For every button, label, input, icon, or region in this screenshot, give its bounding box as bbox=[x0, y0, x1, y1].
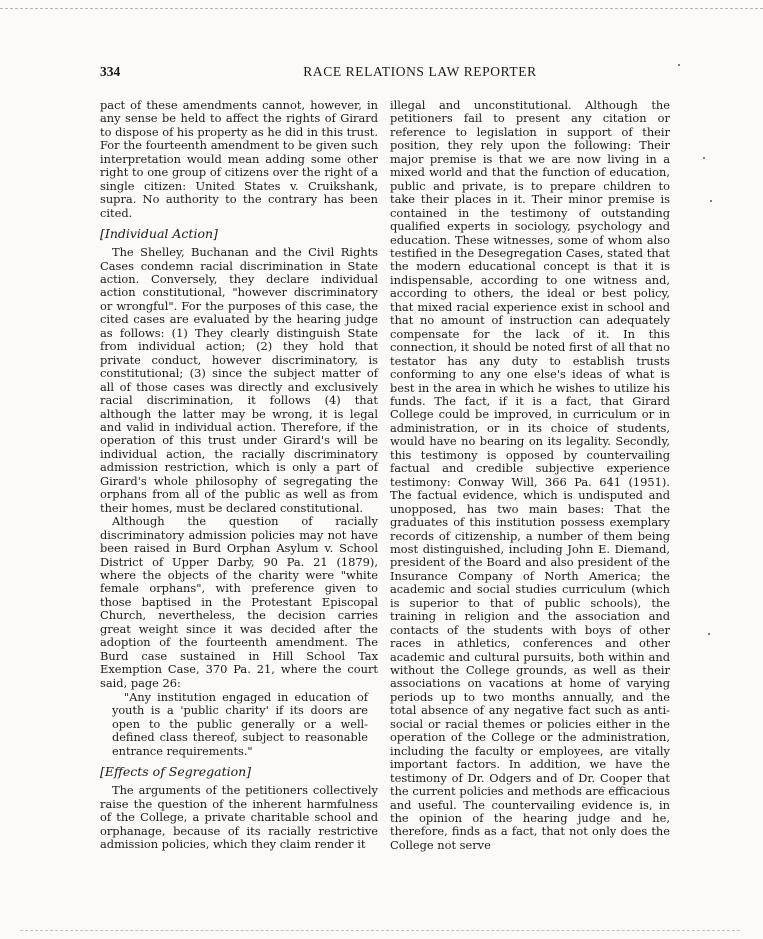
page-edge-dashes bbox=[0, 8, 763, 9]
page-number: 334 bbox=[100, 64, 121, 79]
paragraph: pact of these amendments cannot, however, in any sense be held to affect the rights of Girard to dispose of his property as he did in this trust. For the fourteenth amendment to be given such interpretation would mean adding some other right to one group of citizens over the right of a single citizen: United States v. Cruikshank, supra. No authority to the contrary has been cited. bbox=[100, 98, 378, 220]
block-quote: "Any institution engaged in education of youth is a 'public charity' if its doors are open to the public generally or a well-defined class thereof, subject to reasonable entrance requirements." bbox=[112, 691, 368, 758]
scan-speck bbox=[678, 64, 680, 66]
scan-speck bbox=[703, 157, 705, 159]
section-heading-individual-action: [Individual Action] bbox=[100, 226, 218, 242]
running-head: RACE RELATIONS LAW REPORTER bbox=[303, 64, 537, 79]
scan-speck bbox=[710, 200, 712, 202]
right-column bbox=[390, 99, 670, 852]
left-column bbox=[100, 99, 378, 852]
paragraph: The arguments of the petitioners collectively raise the question of the inherent harmfulness of the College, a private charitable school and orphanage, because of its racially restrictive admission policies, which they claim render it bbox=[100, 783, 378, 852]
paragraph: The Shelley, Buchanan and the Civil Rights Cases condemn racial discrimination in State action. Conversely, they declare individual action constitutional, "however discriminatory or wrongful". For the purposes of this case, the cited cases are evaluated by the hearing judge as follows: (1) They clearly distinguish State from individual action; (2) they hold that private conduct, however discriminatory, is constitutional; (3) since the subject matter of all of those cases was directly and exclusively racial discrimination, it follows (4) that although the latter may be wrong, it is legal and valid in individual action. Therefore, if the operation of this trust under Girard's will be individual action, the racially discriminatory admission restriction, which is only a part of Girard's whole philosophy of segregating the orphans from all of the public as well as from their homes, must be declared constitutional. bbox=[100, 245, 378, 515]
page-header bbox=[100, 64, 700, 84]
paragraph: illegal and unconstitutional. Although the petitioners fail to present any citation or reference to legislation in support of their position, they rely upon the following: Their major premise is that we are now living in a mixed world and that the function of education, public and private, is to prepare children to take their places in it. Their minor premise is contained in the testimony of outstanding qualified experts in sociology, psychology and education. These witnesses, some of whom also testified in the Desegregation Cases, stated that the modern educational concept is that it is indispensable, according to one witness and, according to others, the ideal or best policy, that mixed racial experience exist in school and that no amount of instruction can adequately compensate for the lack of it. In this connection, it should be noted first of all that no testator has any duty to establish trusts conforming to any one else's ideas of what is best in the area in which he wishes to utilize his funds. The fact, if it is a fact, that Girard College could be improved, in curriculum or in administration, or in its choice of students, would have no bearing on its legality. Secondly, this testimony is opposed by countervailing factual and credible subjective experience testimony: Conway Will, 366 Pa. 641 (1951). The factual evidence, which is undisputed and unopposed, has two main bases: That the graduates of this institution possess exemplary records of citizenship, a number of them being most distinguished, including John E. Diemand, president of the Board and also president of the Insurance Company of North America; the academic and social studies curriculum (which is superior to that of public schools), the training in religion and the association and contacts of the students with boys of other races in athletics, conferences and other academic and cultural pursuits, both within and without the College grounds, as well as their associations on vacations at home of varying periods up to two months annually, and the total absence of any negative fact such as anti-social or racial themes or policies either in the operation of the College or the administration, including the faculty or employees, are vitally important factors. In addition, we have the testimony of Dr. Odgers and of Dr. Cooper that the current policies and methods are efficacious and useful. The countervailing evidence is, in the opinion of the hearing judge and he, therefore, finds as a fact, that not only does the College not serve bbox=[390, 98, 670, 852]
section-heading-effects-of-segregation: [Effects of Segregation] bbox=[100, 764, 252, 780]
paragraph: Although the question of racially discriminatory admission policies may not have been raised in Burd Orphan Asylum v. School District of Upper Darby, 90 Pa. 21 (1879), where the objects of the charity were "white female orphans", with preference given to those baptised in the Protestant Episcopal Church, nevertheless, the decision carries great weight since it was decided after the adoption of the fourteenth amendment. The Burd case sustained in Hill School Tax Exemption Case, 370 Pa. 21, where the court said, page 26: bbox=[100, 514, 378, 690]
scan-speck bbox=[708, 633, 710, 635]
page-bottom-dashes bbox=[20, 930, 740, 931]
